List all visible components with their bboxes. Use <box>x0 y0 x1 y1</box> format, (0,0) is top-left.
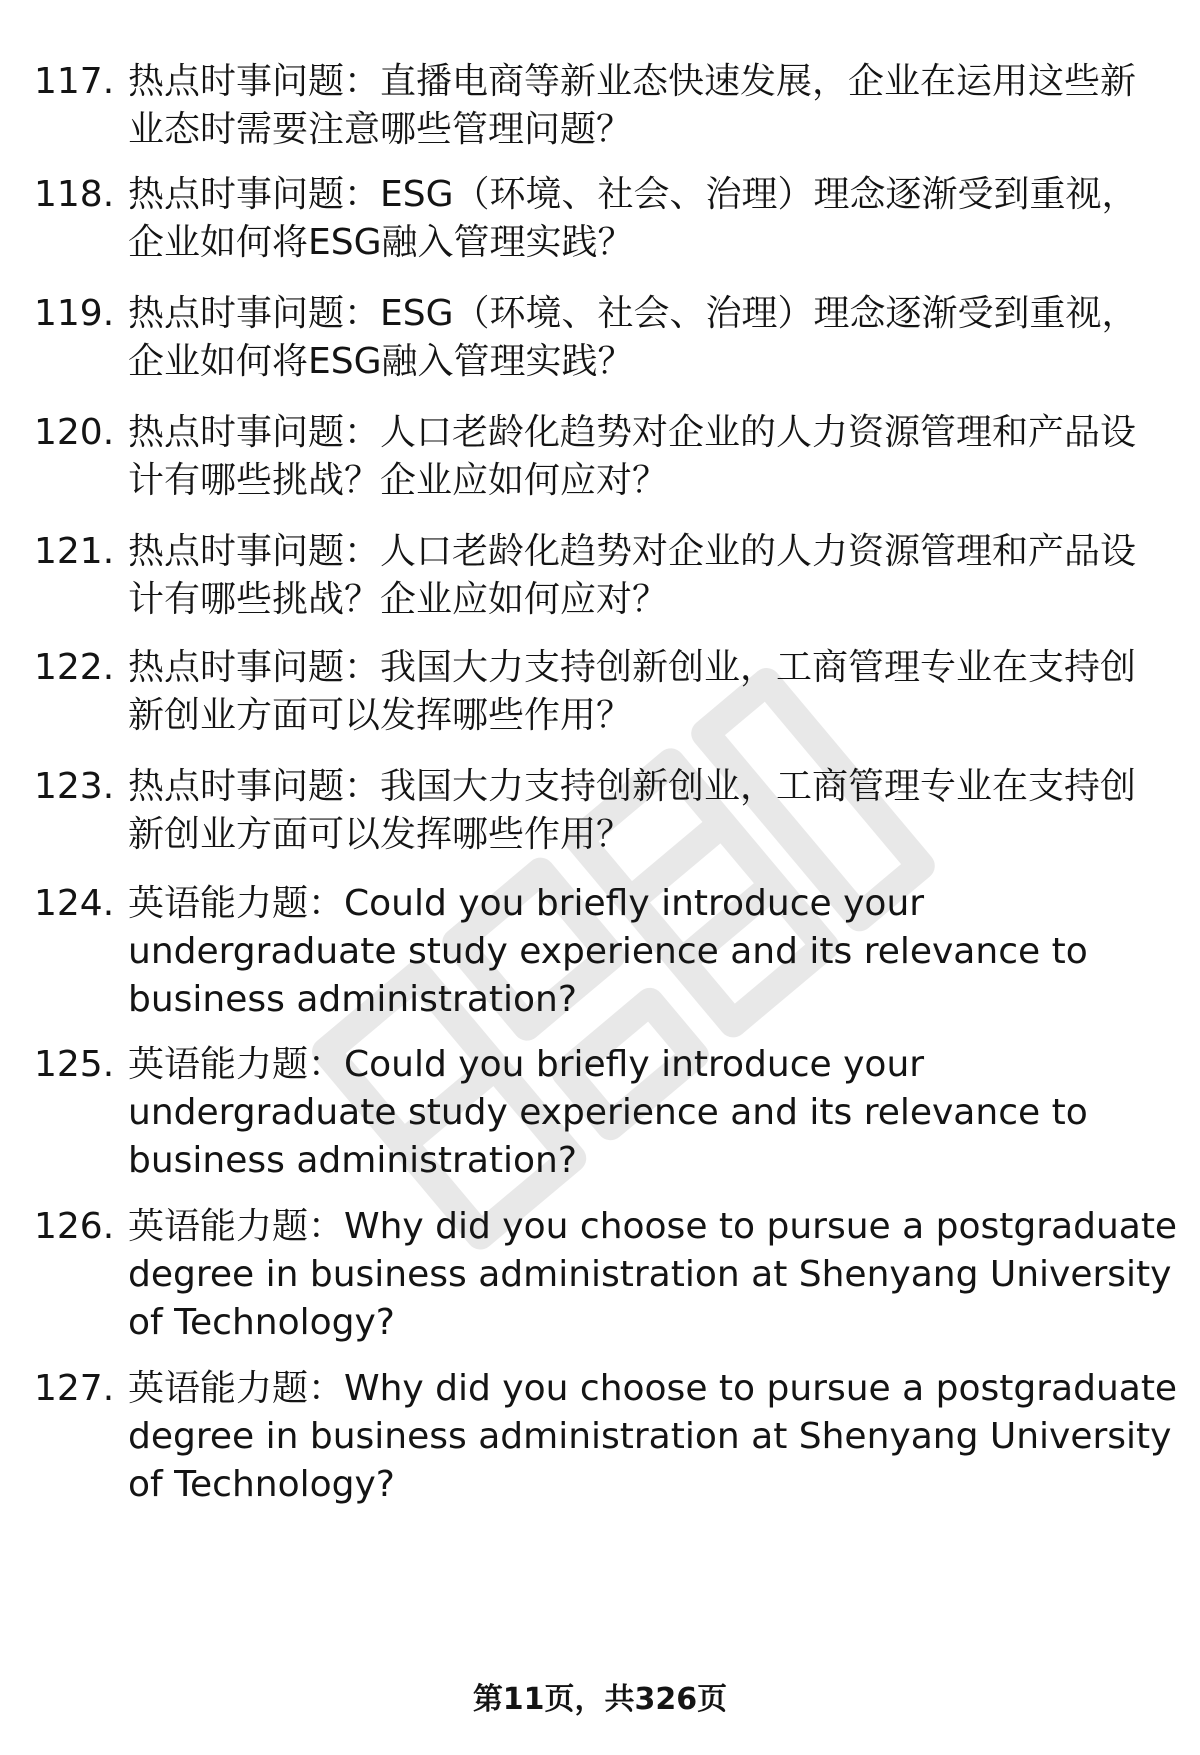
question-text <box>128 409 1148 505</box>
question-text-line: 业态时需要注意哪些管理问题？ <box>128 109 633 150</box>
question-text-line: of Technology? <box>128 1302 395 1343</box>
question-text-line: of Technology? <box>128 1464 395 1505</box>
question-text-line: 热点时事问题：ESG（环境、社会、治理）理念逐渐受到重视， <box>128 174 1138 215</box>
question-text-line: 热点时事问题：ESG（环境、社会、治理）理念逐渐受到重视， <box>128 293 1138 334</box>
question-text-line: 新创业方面可以发挥哪些作用？ <box>128 814 633 855</box>
question-text-line: business administration? <box>128 1140 577 1181</box>
question-text-line: business administration? <box>128 979 577 1020</box>
question-number: 120. <box>34 412 115 453</box>
question-text-line: degree in business administration at Shenyang University <box>128 1254 1172 1295</box>
question-number: 123. <box>34 766 115 807</box>
question-text-line: 热点时事问题：直播电商等新业态快速发展，企业在运用这些新 <box>128 61 1137 102</box>
question-text-line: undergraduate study experience and its relevance to <box>128 931 1088 972</box>
question-text <box>128 1041 1148 1185</box>
question-number: 122. <box>34 647 115 688</box>
question-number: 118. <box>34 174 115 215</box>
page-number-footer: 第11页，共326页 <box>472 1682 728 1717</box>
question-text-line: 英语能力题：Why did you choose to pursue a postgraduate <box>128 1206 1178 1247</box>
question-text-line: 英语能力题：Could you briefly introduce your <box>128 1044 925 1085</box>
question-text <box>128 763 1148 859</box>
question-number: 124. <box>34 883 115 924</box>
question-text-line: 热点时事问题：人口老龄化趋势对企业的人力资源管理和产品设 <box>128 412 1137 453</box>
question-text <box>128 1203 1178 1347</box>
question-text-line: 英语能力题：Could you briefly introduce your <box>128 883 925 924</box>
question-text <box>128 171 1148 267</box>
question-text <box>128 880 1148 1024</box>
question-number: 121. <box>34 531 115 572</box>
question-number: 127. <box>34 1368 115 1409</box>
question-text-line: 企业如何将ESG融入管理实践？ <box>128 222 634 263</box>
question-text-line: undergraduate study experience and its relevance to <box>128 1092 1088 1133</box>
question-number: 117. <box>34 61 115 102</box>
question-text-line: 英语能力题：Why did you choose to pursue a postgraduate <box>128 1368 1178 1409</box>
question-text-line: 热点时事问题：我国大力支持创新创业，工商管理专业在支持创 <box>128 647 1137 688</box>
question-text-line: 计有哪些挑战？企业应如何应对？ <box>128 579 669 620</box>
question-text <box>128 528 1148 624</box>
question-text-line: 热点时事问题：人口老龄化趋势对企业的人力资源管理和产品设 <box>128 531 1137 572</box>
question-text <box>128 290 1148 386</box>
question-text-line: 企业如何将ESG融入管理实践？ <box>128 341 634 382</box>
question-text-line: 计有哪些挑战？企业应如何应对？ <box>128 460 669 501</box>
question-text-line: 新创业方面可以发挥哪些作用？ <box>128 695 633 736</box>
question-text-line: degree in business administration at Shenyang University <box>128 1416 1172 1457</box>
question-number: 125. <box>34 1044 115 1085</box>
question-number: 119. <box>34 293 115 334</box>
question-number: 126. <box>34 1206 115 1247</box>
question-text <box>128 644 1148 740</box>
question-text <box>128 1365 1178 1509</box>
question-text-line: 热点时事问题：我国大力支持创新创业，工商管理专业在支持创 <box>128 766 1137 807</box>
question-text <box>128 58 1148 154</box>
